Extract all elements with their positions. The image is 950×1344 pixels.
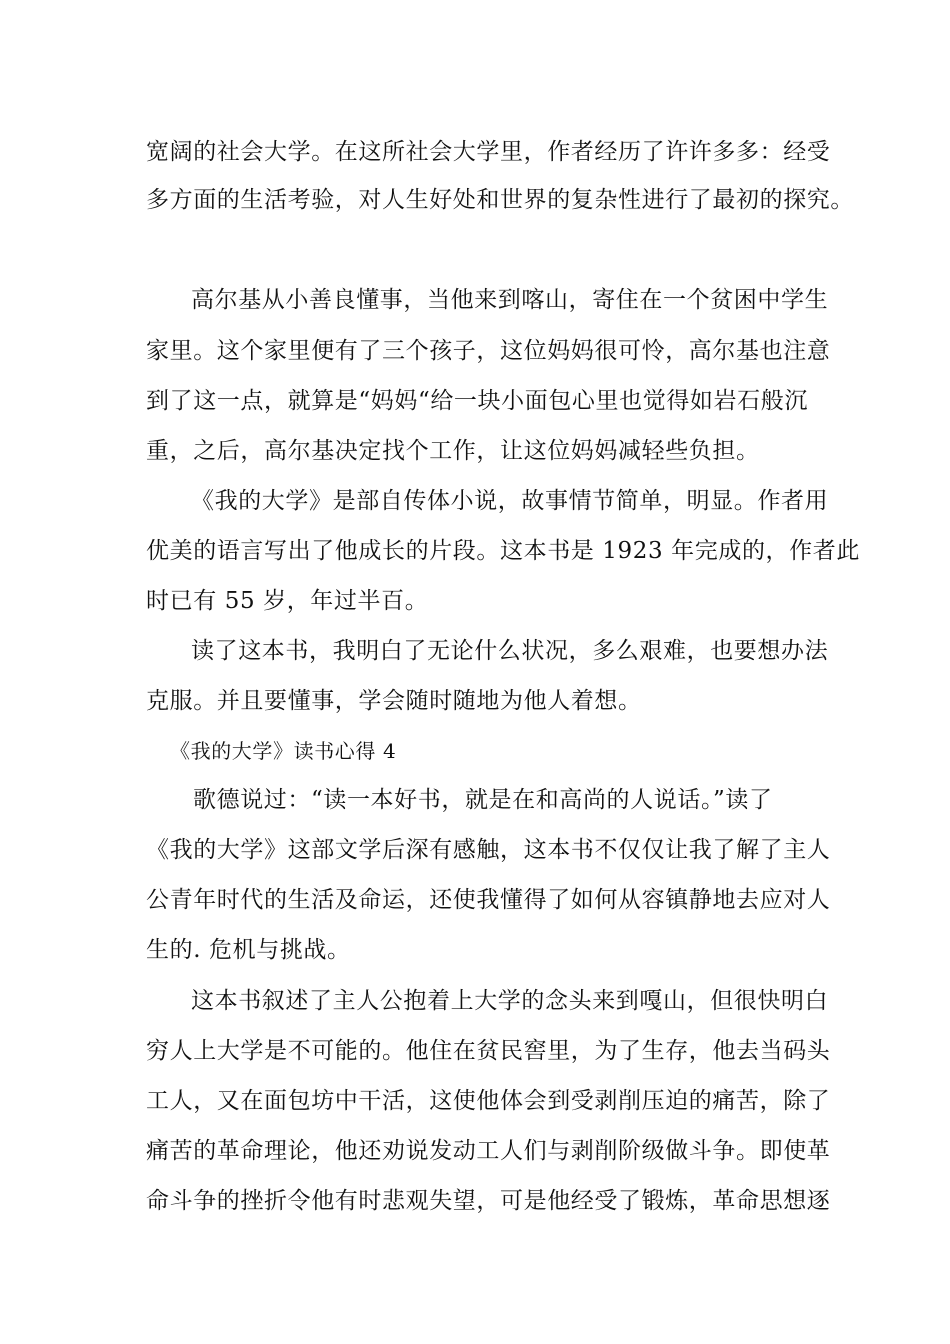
text-line: 工人，又在面包坊中干活，这使他体会到受剥削压迫的痛苦，除了 (146, 1088, 831, 1114)
text-line: 到了这一点，就算是“妈妈“给一块小面包心里也觉得如岩石般沉 (146, 388, 808, 414)
text-line: 读了这本书，我明白了无论什么状况，多么艰难，也要想办法 (191, 638, 829, 664)
text-line: 克服。并且要懂事，学会随时随地为他人着想。 (146, 688, 642, 714)
text-line: 命斗争的挫折令他有时悲观失望，可是他经受了锻炼，革命思想逐 (146, 1188, 831, 1214)
text-line: 生的. 危机与挑战。 (146, 937, 351, 963)
text-line: 这本书叙述了主人公抱着上大学的念头来到嘎山，但很快明白 (191, 988, 829, 1014)
text-line: 《我的大学》这部文学后深有感触，这本书不仅仅让我了解了主人 (146, 837, 831, 863)
text-line: 歌德说过：“读一本好书，就是在和高尚的人说话。”读了 (193, 787, 773, 813)
text-line: 穷人上大学是不可能的。他住在贫民窖里，为了生存，他去当码头 (146, 1038, 831, 1064)
text-line: 《我的大学》是部自传体小说，故事情节简单，明显。作者用 (191, 488, 829, 514)
text-line: 宽阔的社会大学。在这所社会大学里，作者经历了许许多多：经受 (146, 139, 831, 165)
text-line: 公青年时代的生活及命运，还使我懂得了如何从容镇静地去应对人 (146, 887, 831, 913)
text-line: 多方面的生活考验，对人生好处和世界的复杂性进行了最初的探究。 (146, 187, 854, 213)
text-line: 优美的语言写出了他成长的片段。这本书是 1923 年完成的，作者此 (146, 538, 860, 564)
text-line: 高尔基从小善良懂事，当他来到喀山，寄住在一个贫困中学生 (191, 287, 829, 313)
text-line: 时已有 55 岁，年过半百。 (146, 588, 429, 614)
text-line: 痛苦的革命理论，他还劝说发动工人们与剥削阶级做斗争。即使革 (146, 1138, 831, 1164)
text-line: 家里。这个家里便有了三个孩子，这位妈妈很可怜，高尔基也注意 (146, 338, 831, 364)
section-heading: 《我的大学》读书心得 4 (170, 739, 397, 763)
text-line: 重，之后，高尔基决定找个工作，让这位妈妈减轻些负担。 (146, 438, 760, 464)
